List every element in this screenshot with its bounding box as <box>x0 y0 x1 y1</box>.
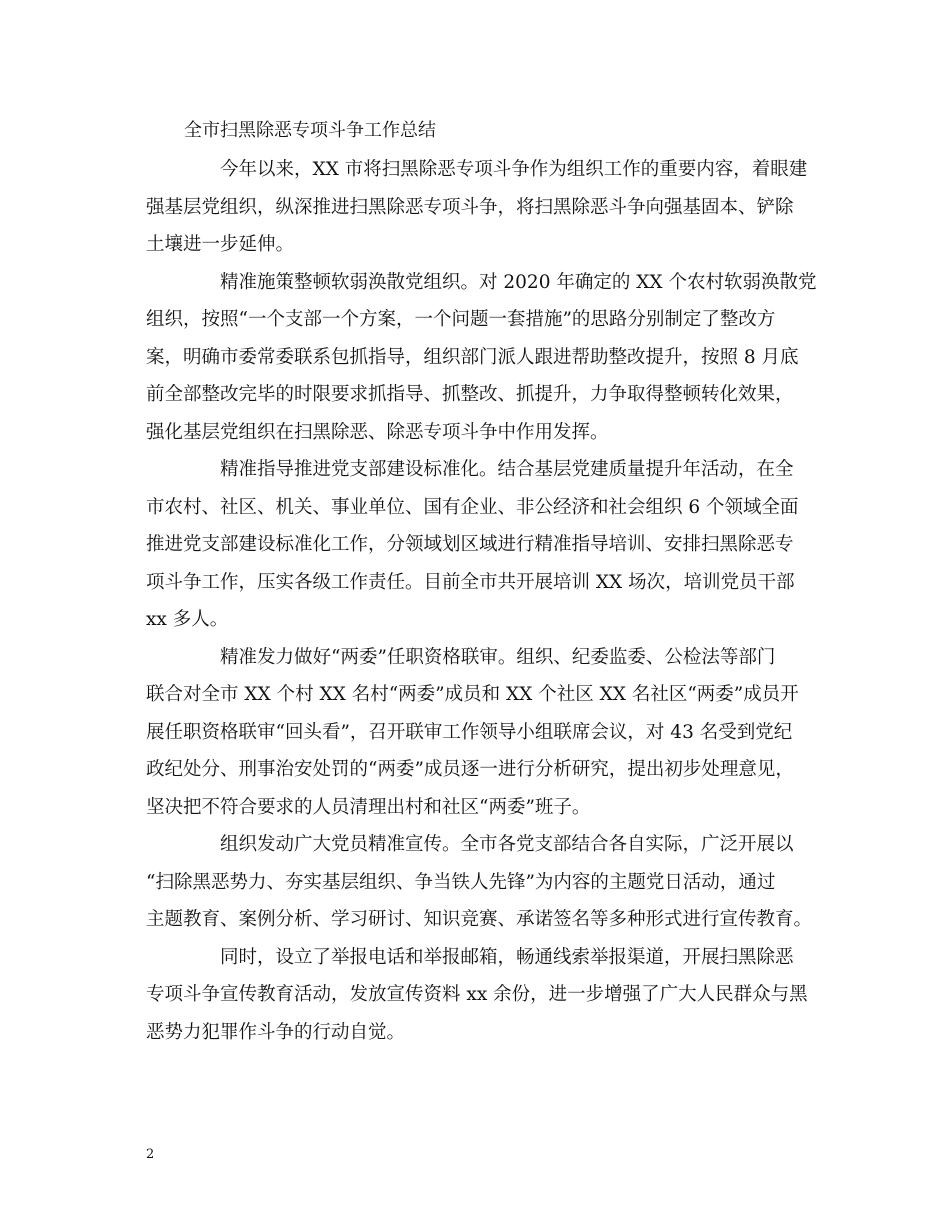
page-number: 2 <box>146 1147 155 1162</box>
paragraph-line: 市农村、社区、机关、事业单位、国有企业、非公经济和社会组织 6 个领域全面 <box>146 497 799 518</box>
paragraph-line: 精准发力做好“两委”任职资格联审。组织、纪委监委、公检法等部门 <box>220 647 776 668</box>
paragraph-line: 项斗争工作，压实各级工作责任。目前全市共开展培训 XX 场次，培训党员干部 <box>146 572 795 593</box>
paragraph-line: 同时，设立了举报电话和举报邮箱，畅通线索举报渠道，开展扫黑除恶 <box>220 947 794 968</box>
paragraph-line: 土壤进一步延伸。 <box>146 234 295 255</box>
paragraph-line: 主题教育、案例分析、学习研讨、知识竞赛、承诺签名等多种形式进行宣传教育。 <box>146 909 813 930</box>
paragraph-line: 强化基层党组织在扫黑除恶、除恶专项斗争中作用发挥。 <box>146 422 609 443</box>
paragraph-line: 恶势力犯罪作斗争的行动自觉。 <box>146 1022 406 1043</box>
paragraph-line: 推进党支部建设标准化工作，分领域划区域进行精准指导培训、安排扫黑除恶专 <box>146 534 794 555</box>
paragraph-line: 组织发动广大党员精准宣传。全市各党支部结合各自实际，广泛开展以 <box>220 834 794 855</box>
paragraph-line: 案，明确市委常委联系包抓指导，组织部门派人跟进帮助整改提升，按照 8 月底 <box>146 347 799 368</box>
paragraph-line: “扫除黑恶势力、夯实基层组织、争当铁人先锋”为内容的主题党日活动，通过 <box>146 872 776 893</box>
paragraph-line: 前全部整改完毕的时限要求抓指导、抓整改、抓提升，力争取得整顿转化效果， <box>146 384 794 405</box>
paragraph-line: 政纪处分、刑事治安处罚的“两委”成员逐一进行分析研究，提出初步处理意见， <box>146 759 794 780</box>
paragraph-line: 精准指导推进党支部建设标准化。结合基层党建质量提升年活动，在全 <box>220 459 794 480</box>
paragraph-line: 组织，按照“一个支部一个方案，一个问题一套措施”的思路分别制定了整改方 <box>146 309 776 330</box>
paragraph-line: 专项斗争宣传教育活动，发放宣传资料 xx 余份，进一步增强了广大人民群众与黑 <box>146 984 808 1005</box>
paragraph-line: 精准施策整顿软弱涣散党组织。对 2020 年确定的 XX 个农村软弱涣散党 <box>220 272 817 293</box>
paragraph-line: 展任职资格联审“回头看”，召开联审工作领导小组联席会议，对 43 名受到党纪 <box>146 722 793 743</box>
paragraph-line: 联合对全市 XX 个村 XX 名村“两委”成员和 XX 个社区 XX 名社区“两委”成员开 <box>146 684 799 705</box>
document-title: 全市扫黑除恶专项斗争工作总结 <box>184 120 436 141</box>
paragraph-line: 坚决把不符合要求的人员清理出村和社区“两委”班子。 <box>146 797 591 818</box>
paragraph-line: 今年以来，XX 市将扫黑除恶专项斗争作为组织工作的重要内容，着眼建 <box>220 159 808 180</box>
paragraph-line: 强基层党组织，纵深推进扫黑除恶专项斗争，将扫黑除恶斗争向强基固本、铲除 <box>146 197 794 218</box>
paragraph-line: xx 多人。 <box>146 609 229 630</box>
